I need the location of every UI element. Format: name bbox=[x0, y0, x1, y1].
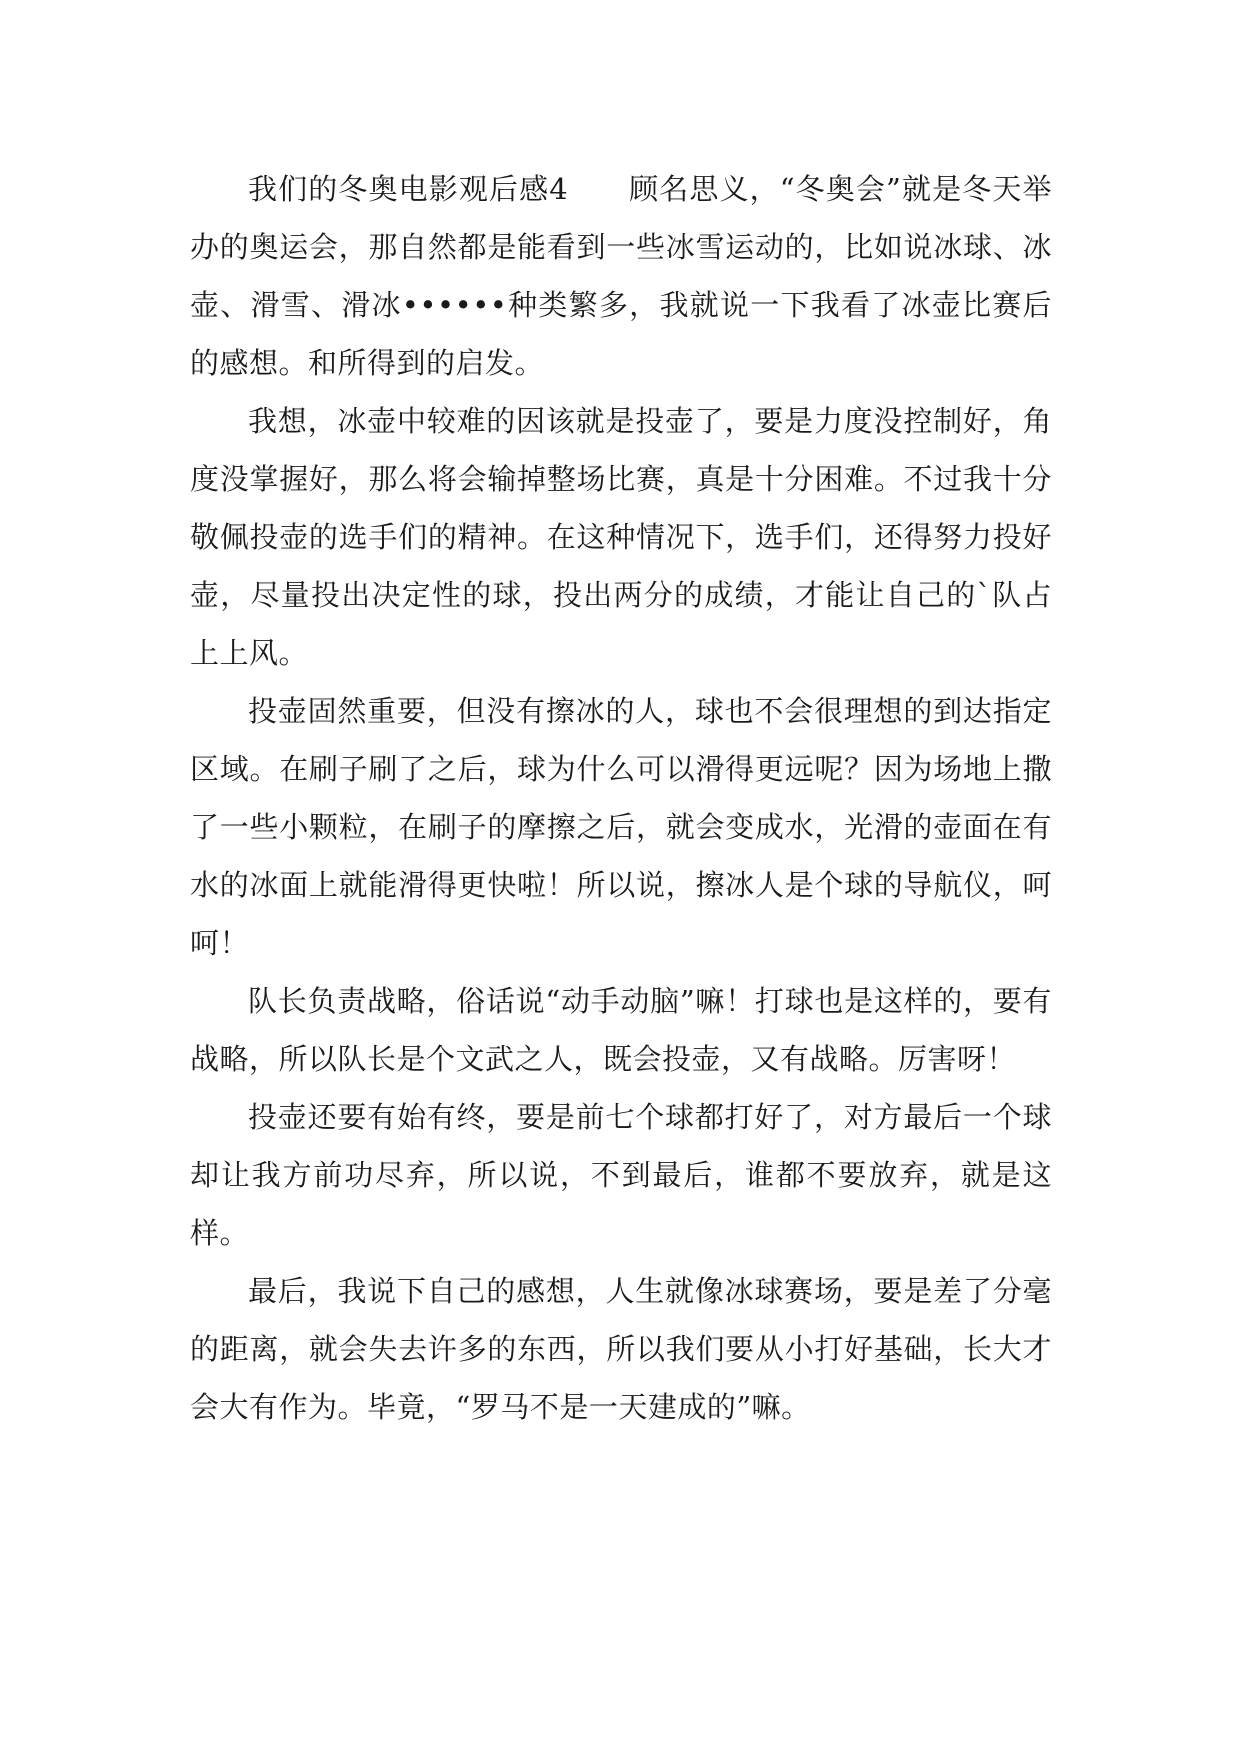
paragraph-2: 我想，冰壶中较难的因该就是投壶了，要是力度没控制好，角度没掌握好，那么将会输掉整场比赛，真是十分困难。不过我十分敬佩投壶的选手们的精神。在这种情况下，选手们，还得努力投好壶，尽量投出决定性的球，投出两分的成绩，才能让自己的`队占上上风。 bbox=[190, 404, 1052, 670]
paragraph-1: 我们的冬奥电影观后感4 顾名思义，“冬奥会”就是冬天举办的奥运会，那自然都是能看到一些冰雪运动的，比如说冰球、冰壶、滑雪、滑冰••••••种类繁多，我就说一下我看了冰壶比赛后的感想。和所得到的启发。 bbox=[190, 172, 1052, 380]
paragraph-4: 队长负责战略，俗话说“动手动脑”嘛！打球也是这样的，要有战略，所以队长是个文武之人，既会投壶，又有战略。厉害呀！ bbox=[190, 984, 1052, 1076]
paragraph-3: 投壶固然重要，但没有擦冰的人，球也不会很理想的到达指定区域。在刷子刷了之后，球为什么可以滑得更远呢？因为场地上撒了一些小颗粒，在刷子的摩擦之后，就会变成水，光滑的壶面在有水的冰面上就能滑得更快啦！所以说，擦冰人是个球的导航仪，呵呵！ bbox=[190, 694, 1052, 960]
paragraph-6: 最后，我说下自己的感想，人生就像冰球赛场，要是差了分毫的距离，就会失去许多的东西，所以我们要从小打好基础，长大才会大有作为。毕竟，“罗马不是一天建成的”嘛。 bbox=[190, 1274, 1052, 1424]
document-body bbox=[190, 160, 1052, 1436]
paragraph-5: 投壶还要有始有终，要是前七个球都打好了，对方最后一个球却让我方前功尽弃，所以说，不到最后，谁都不要放弃，就是这样。 bbox=[190, 1100, 1052, 1250]
